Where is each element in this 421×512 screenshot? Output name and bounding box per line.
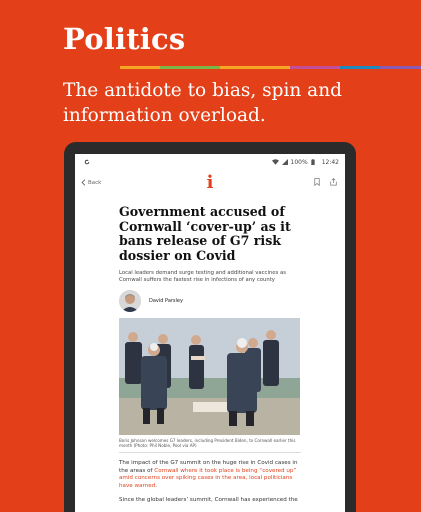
- article-link[interactable]: Cornwall where it took place is being “covered up” amid concerns over spiking cases in the area, local politicians have warned: [119, 467, 297, 489]
- back-button[interactable]: [81, 179, 101, 188]
- chevron-left-icon: [81, 179, 86, 188]
- battery-level: 100%: [290, 159, 308, 166]
- share-icon[interactable]: [330, 178, 337, 188]
- sync-icon: [84, 159, 90, 167]
- article: [75, 195, 345, 504]
- tablet-screen: [75, 154, 345, 512]
- back-label: Back: [88, 180, 102, 186]
- article-paragraph-2: Since the global leaders’ summit, Cornwall has experienced the: [119, 497, 298, 504]
- author-avatar: [119, 290, 141, 312]
- article-standfirst: Local leaders demand surge testing and additional vaccines as Cornwall suffers the fastest rise in infections of any county: [119, 270, 286, 283]
- banner-subtitle: The antidote to bias, spin and information overload.: [63, 80, 342, 126]
- paragraph-text-end: .: [155, 482, 158, 489]
- photo-caption: Boris Johnson welcomes G7 leaders, including President Biden, to Cornwall earlier this month (Photo: Phil Noble, Pool via AP): [119, 438, 296, 449]
- app-bar: [75, 171, 345, 195]
- byline: [119, 290, 301, 312]
- author-name[interactable]: David Parsley: [149, 298, 183, 304]
- color-stripe: [0, 66, 421, 69]
- article-paragraph-1: [119, 460, 301, 490]
- wifi-icon: [272, 159, 279, 167]
- article-headline: Government accused of Cornwall ‘cover-up’ as it bans release of G7 risk dossier on Covid: [119, 204, 291, 263]
- status-bar: [75, 154, 345, 171]
- caption-divider: [119, 452, 301, 453]
- article-photo: [119, 318, 300, 435]
- bookmark-icon[interactable]: [314, 178, 320, 188]
- banner-title: Politics: [63, 22, 186, 56]
- paragraph-text: The impact of the G7 summit on the huge rise in Covid cases in the areas of: [119, 460, 298, 474]
- clock: 12:42: [321, 159, 339, 166]
- signal-icon: [282, 159, 288, 167]
- battery-icon: [311, 159, 315, 167]
- i-logo: i: [206, 172, 214, 193]
